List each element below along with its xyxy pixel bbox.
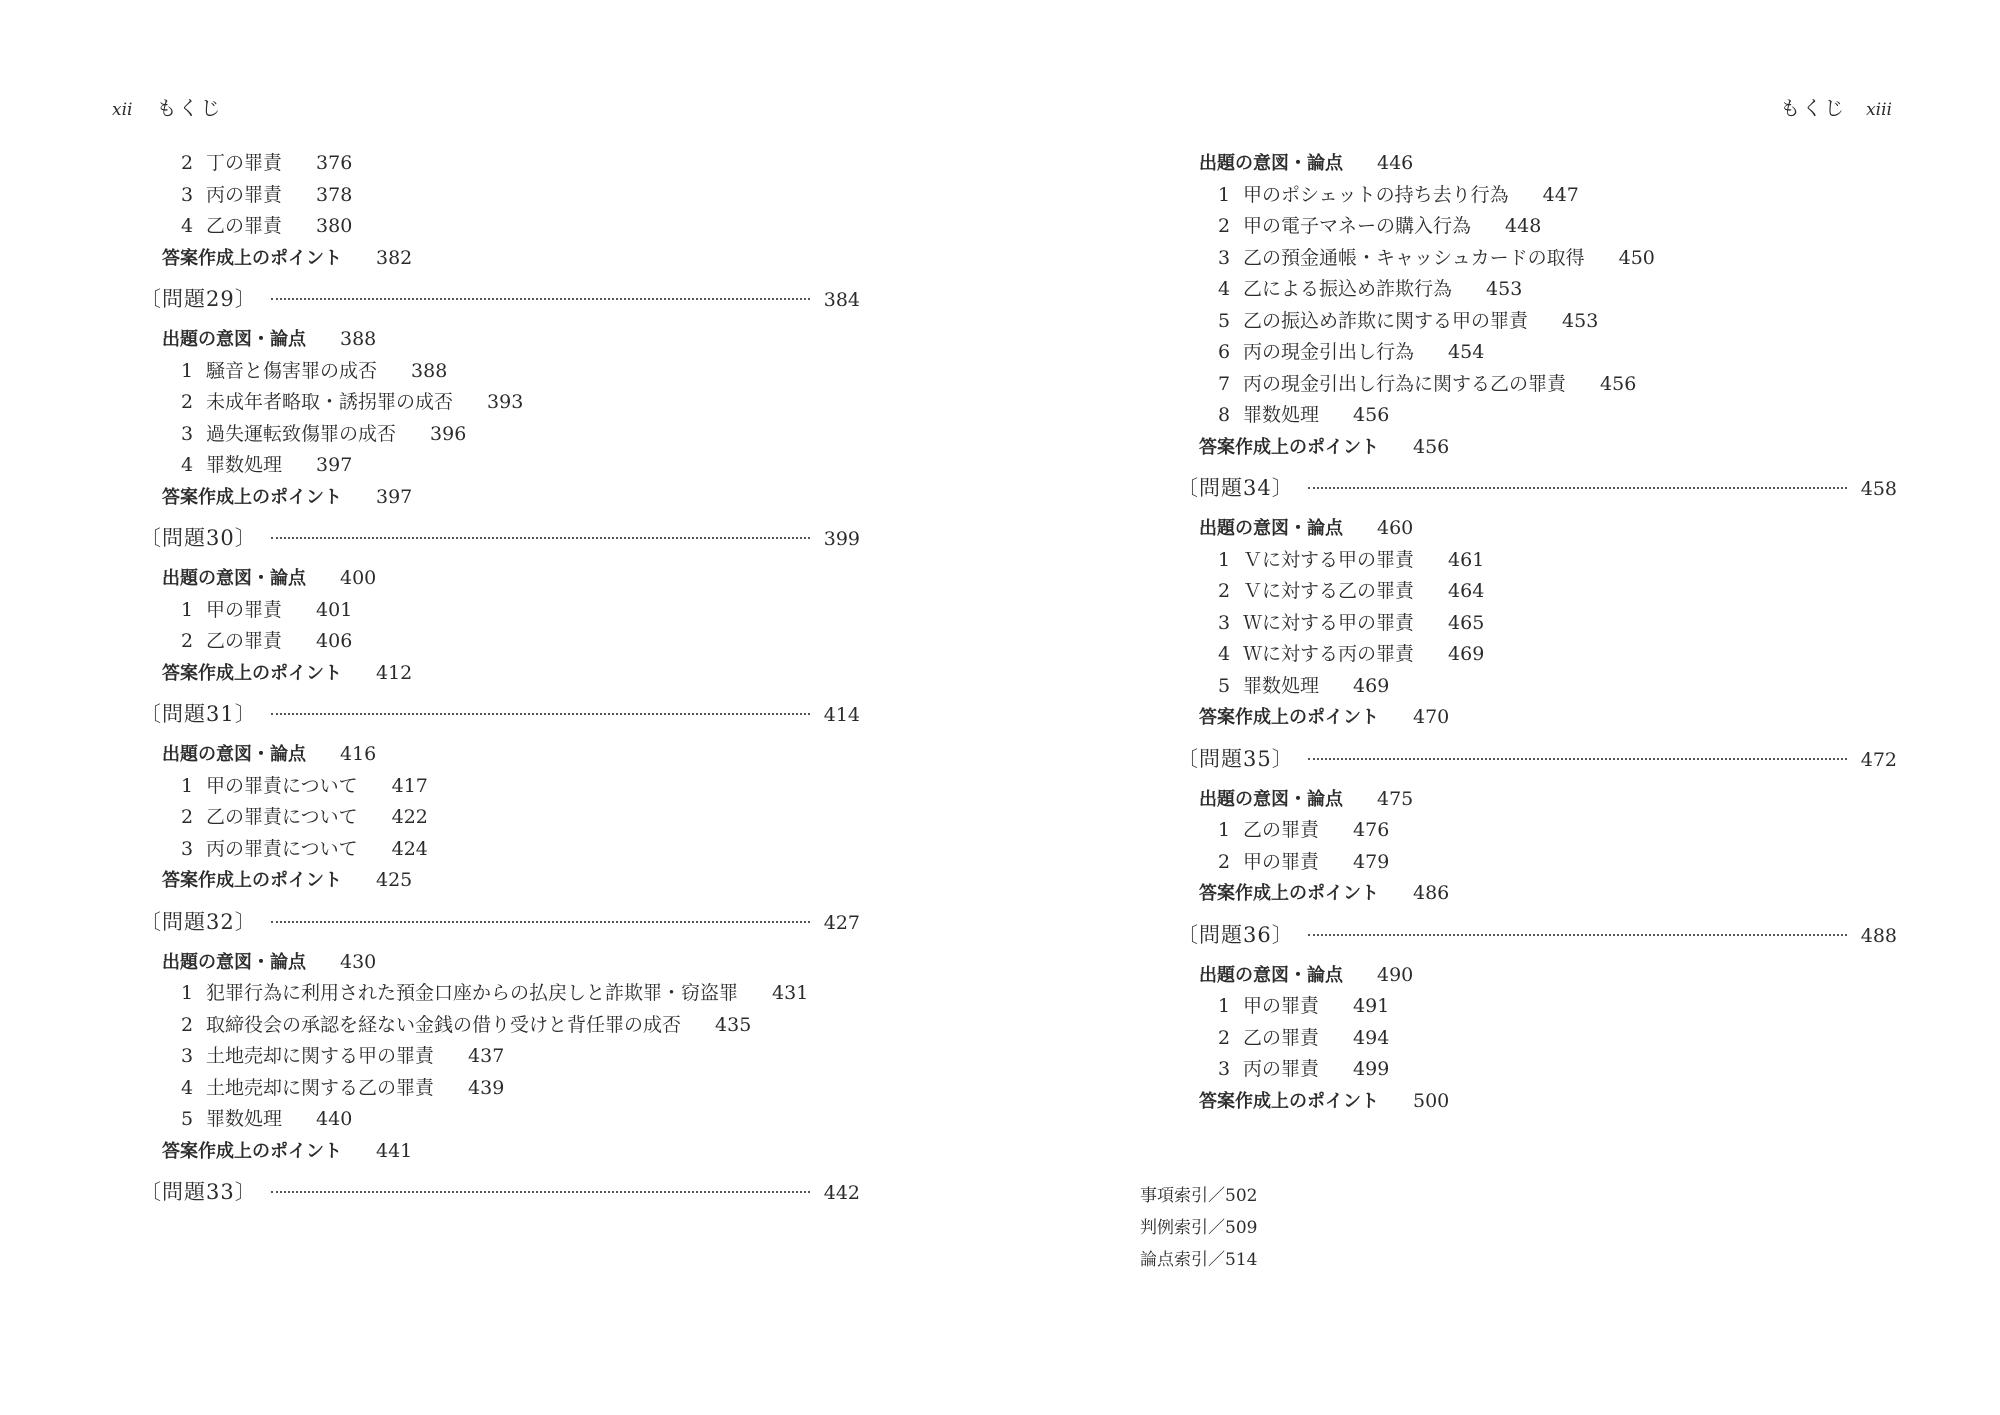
page-number: 472 (1860, 748, 1897, 771)
page-number: 447 (1542, 183, 1579, 206)
entry-number: 4 (180, 454, 194, 476)
toc-entry[interactable] (162, 771, 860, 803)
toc-entry[interactable] (1199, 211, 1897, 243)
problem-heading[interactable] (1177, 744, 1897, 774)
page-number: 475 (1377, 787, 1414, 810)
page-number: 384 (823, 289, 860, 311)
entry-title: 乙の罪責 (206, 630, 283, 652)
page-number: 388 (411, 359, 448, 382)
page-number: 414 (823, 704, 860, 726)
entry-title: 甲のポシェットの持ち去り行為 (1243, 183, 1509, 206)
entry-number: 3 (1217, 1058, 1231, 1080)
section-title: 答案作成上のポイント (162, 486, 342, 508)
toc-entry[interactable] (1199, 306, 1897, 338)
entry-title: Ｗに対する甲の罪責 (1243, 611, 1415, 634)
page-number: 424 (391, 837, 428, 860)
toc-entry[interactable] (1199, 180, 1897, 212)
dot-leader (1308, 934, 1847, 936)
index-entry[interactable]: 論点索引／514 (1140, 1250, 1258, 1270)
left-page-number: xii (112, 100, 133, 120)
section-heading[interactable] (1199, 513, 1897, 545)
toc-entry[interactable] (162, 450, 860, 482)
entry-number: 2 (1217, 1026, 1231, 1049)
entry-title: 丙の現金引出し行為に関する乙の罪責 (1243, 372, 1567, 395)
page-number: 494 (1353, 1026, 1390, 1049)
entry-title: 丙の罪責 (206, 183, 283, 206)
page-number: 388 (340, 328, 377, 350)
entry-number: 3 (180, 183, 194, 206)
entry-number: 2 (180, 806, 194, 828)
page-number: 382 (376, 246, 413, 269)
toc-entry[interactable] (162, 1010, 860, 1042)
page-number: 491 (1353, 995, 1390, 1017)
page-number: 456 (1413, 435, 1450, 458)
toc-entry[interactable] (162, 1041, 860, 1073)
page-number: 406 (316, 630, 353, 652)
entry-title: 乙の預金通帳・キャッシュカードの取得 (1243, 246, 1585, 269)
section-title: 答案作成上のポイント (1199, 883, 1379, 904)
page-number: 427 (823, 911, 860, 934)
toc-entry[interactable] (162, 419, 860, 451)
index-list (1140, 1180, 1257, 1276)
page-number: 469 (1448, 643, 1485, 665)
section-title: 答案作成上のポイント (162, 1140, 342, 1162)
page-number: 454 (1448, 341, 1485, 363)
page-number: 440 (316, 1108, 353, 1130)
entry-number: 2 (180, 152, 194, 174)
entry-title: 甲の罪責 (1243, 850, 1320, 873)
toc-entry[interactable] (162, 148, 860, 180)
entry-title: Ｗに対する丙の罪責 (1243, 643, 1415, 665)
section-title: 出題の意図・論点 (162, 568, 306, 589)
page-number: 490 (1377, 963, 1414, 986)
entry-title: 甲の電子マネーの購入行為 (1243, 215, 1472, 237)
entry-number: 2 (1217, 215, 1231, 237)
entry-title: 乙の罪責 (206, 215, 283, 237)
entry-title: 罪数処理 (1243, 404, 1320, 426)
section-title: 答案作成上のポイント (162, 662, 342, 684)
left-toc-list (140, 148, 860, 1217)
entry-title: 土地売却に関する甲の罪責 (206, 1045, 435, 1067)
page-number: 399 (823, 528, 860, 550)
page-number: 453 (1486, 278, 1523, 300)
problem-heading[interactable] (140, 523, 860, 553)
toc-entry[interactable] (1199, 639, 1897, 671)
section-heading[interactable] (1199, 960, 1897, 992)
right-header-title: もくじ (1780, 96, 1847, 120)
entry-title: 甲の罪責 (1243, 995, 1320, 1017)
section-heading[interactable] (1199, 432, 1897, 464)
entry-title: 丙の罪責について (206, 837, 358, 860)
right-page-number: xiii (1866, 100, 1892, 120)
page-number: 412 (376, 661, 413, 684)
toc-entry[interactable] (162, 1104, 860, 1136)
section-heading[interactable] (162, 563, 860, 595)
page-number: 400 (340, 567, 377, 589)
page-number: 441 (376, 1139, 413, 1162)
page-number: 376 (316, 152, 353, 174)
dot-leader (271, 298, 810, 300)
page-number: 401 (316, 598, 353, 621)
problem-title: 〔問題30〕 (140, 526, 257, 550)
entry-number: 1 (1217, 819, 1231, 841)
left-running-header (112, 92, 222, 121)
section-heading[interactable] (1199, 878, 1897, 910)
entry-number: 1 (180, 359, 194, 382)
toc-entry[interactable] (1199, 815, 1897, 847)
section-heading[interactable] (1199, 702, 1897, 734)
entry-title: 丁の罪責 (206, 152, 283, 174)
section-title: 答案作成上のポイント (1199, 1090, 1379, 1112)
entry-title: 乙の罪責 (1243, 819, 1320, 841)
section-heading[interactable] (1199, 1086, 1897, 1118)
entry-number: 1 (180, 598, 194, 621)
problem-title: 〔問題32〕 (140, 909, 257, 934)
section-heading[interactable] (162, 1136, 860, 1168)
toc-entry[interactable] (1199, 545, 1897, 577)
entry-title: 丙の罪責 (1243, 1058, 1320, 1080)
page-number: 393 (487, 391, 524, 413)
problem-heading[interactable] (140, 699, 860, 729)
entry-number: 8 (1217, 404, 1231, 426)
section-title: 出題の意図・論点 (1199, 153, 1343, 174)
entry-title: 乙による振込め詐欺行為 (1243, 278, 1453, 300)
entry-number: 3 (1217, 246, 1231, 269)
entry-title: Ｖに対する乙の罪責 (1243, 580, 1415, 602)
toc-entry[interactable] (162, 1073, 860, 1105)
entry-title: Ｖに対する甲の罪責 (1243, 548, 1415, 571)
toc-entry[interactable] (1199, 274, 1897, 306)
page-number: 431 (772, 982, 809, 1004)
entry-number: 4 (180, 1076, 194, 1099)
entry-number: 7 (1217, 372, 1231, 395)
entry-number: 4 (1217, 643, 1231, 665)
page-number: 417 (391, 774, 428, 797)
section-title: 答案作成上のポイント (1199, 707, 1379, 728)
page-number: 416 (340, 743, 377, 765)
page-number: 486 (1413, 882, 1450, 904)
page-number: 499 (1353, 1058, 1390, 1080)
page-number: 442 (823, 1182, 860, 1204)
section-heading[interactable] (162, 739, 860, 771)
section-heading[interactable] (162, 482, 860, 514)
entry-title: 土地売却に関する乙の罪責 (206, 1076, 435, 1099)
section-title: 出題の意図・論点 (162, 329, 306, 350)
dot-leader (271, 1191, 810, 1193)
entry-title: 取締役会の承認を経ない金銭の借り受けと背任罪の成否 (206, 1013, 682, 1036)
problem-heading[interactable] (140, 1177, 860, 1207)
problem-title: 〔問題35〕 (1177, 746, 1294, 771)
toc-entry[interactable] (1199, 608, 1897, 640)
toc-entry[interactable] (1199, 576, 1897, 608)
entry-title: 未成年者略取・誘拐罪の成否 (206, 391, 454, 413)
dot-leader (271, 921, 810, 923)
page-number: 476 (1353, 819, 1390, 841)
page-number: 469 (1353, 674, 1390, 697)
entry-number: 4 (1217, 278, 1231, 300)
section-title: 出題の意図・論点 (162, 744, 306, 765)
problem-heading[interactable] (140, 284, 860, 314)
page-number: 479 (1353, 850, 1390, 873)
page-number: 378 (316, 183, 353, 206)
section-heading[interactable] (162, 243, 860, 275)
problem-title: 〔問題29〕 (140, 287, 257, 311)
problem-title: 〔問題34〕 (1177, 476, 1294, 500)
problem-heading[interactable] (140, 907, 860, 937)
page-number: 456 (1353, 404, 1390, 426)
page-number: 460 (1377, 517, 1414, 539)
toc-entry[interactable] (162, 180, 860, 212)
toc-entry[interactable] (1199, 847, 1897, 879)
page-number: 435 (715, 1013, 752, 1036)
page-number: 380 (316, 215, 353, 237)
toc-entry[interactable] (1199, 1054, 1897, 1086)
problem-heading[interactable] (1177, 473, 1897, 503)
right-toc-list (1177, 148, 1897, 1117)
left-header-title: もくじ (156, 96, 223, 120)
problem-title: 〔問題31〕 (140, 702, 257, 726)
entry-number: 2 (180, 1013, 194, 1036)
toc-entry[interactable] (1199, 991, 1897, 1023)
entry-title: 過失運転致傷罪の成否 (206, 422, 397, 445)
section-heading[interactable] (1199, 148, 1897, 180)
page-number: 397 (316, 454, 353, 476)
entry-number: 1 (1217, 183, 1231, 206)
toc-entry[interactable] (1199, 1023, 1897, 1055)
entry-number: 5 (1217, 674, 1231, 697)
entry-title: 乙の罪責について (206, 806, 358, 828)
toc-entry[interactable] (1199, 400, 1897, 432)
entry-number: 3 (180, 422, 194, 445)
right-page (1000, 0, 2000, 1415)
toc-entry[interactable] (162, 211, 860, 243)
toc-entry[interactable] (162, 626, 860, 658)
page-number: 397 (376, 485, 413, 508)
entry-title: 罪数処理 (206, 454, 283, 476)
entry-number: 2 (1217, 850, 1231, 873)
entry-title: 乙の罪責 (1243, 1026, 1320, 1049)
entry-title: 甲の罪責 (206, 598, 283, 621)
entry-number: 1 (1217, 548, 1231, 571)
entry-number: 1 (180, 774, 194, 797)
page-number: 465 (1448, 611, 1485, 634)
section-title: 出題の意図・論点 (1199, 518, 1343, 539)
toc-entry[interactable] (1199, 671, 1897, 703)
page-number: 437 (468, 1045, 505, 1067)
page-number: 446 (1377, 152, 1414, 174)
page-number: 439 (468, 1076, 505, 1099)
page-number: 453 (1562, 309, 1599, 332)
section-title: 答案作成上のポイント (1199, 436, 1379, 458)
entry-number: 2 (180, 630, 194, 652)
toc-entry[interactable] (1199, 243, 1897, 275)
index-entry[interactable]: 判例索引／509 (1140, 1218, 1258, 1238)
section-title: 答案作成上のポイント (162, 247, 342, 269)
section-title: 出題の意図・論点 (162, 951, 306, 973)
page-number: 456 (1600, 372, 1637, 395)
right-running-header (1780, 92, 1892, 121)
toc-entry[interactable] (162, 595, 860, 627)
entry-title: 罪数処理 (1243, 674, 1320, 697)
problem-title: 〔問題33〕 (140, 1180, 257, 1204)
dot-leader (271, 537, 810, 539)
toc-entry[interactable] (162, 387, 860, 419)
entry-number: 5 (180, 1108, 194, 1130)
dot-leader (271, 713, 810, 715)
entry-number: 2 (1217, 580, 1231, 602)
entry-number: 1 (180, 982, 194, 1004)
dot-leader (1308, 758, 1847, 760)
page-number: 458 (1860, 478, 1897, 500)
toc-entry[interactable] (162, 978, 860, 1010)
page-number: 450 (1618, 246, 1655, 269)
page-number: 470 (1413, 706, 1450, 728)
page-number: 422 (391, 806, 428, 828)
entry-title: 騒音と傷害罪の成否 (206, 359, 378, 382)
page-number: 461 (1448, 548, 1485, 571)
page-number: 488 (1860, 924, 1897, 947)
section-title: 出題の意図・論点 (1199, 964, 1343, 986)
problem-title: 〔問題36〕 (1177, 922, 1294, 947)
entry-number: 6 (1217, 341, 1231, 363)
entry-title: 甲の罪責について (206, 774, 358, 797)
page-number: 425 (376, 869, 413, 891)
entry-number: 3 (180, 837, 194, 860)
page-number: 396 (430, 422, 467, 445)
toc-entry[interactable] (162, 356, 860, 388)
page-number: 500 (1413, 1089, 1450, 1112)
problem-heading[interactable] (1177, 920, 1897, 950)
page-number: 430 (340, 950, 377, 973)
section-heading[interactable] (162, 324, 860, 356)
section-heading[interactable] (1199, 784, 1897, 816)
entry-number: 3 (1217, 611, 1231, 634)
toc-entry[interactable] (1199, 369, 1897, 401)
entry-number: 2 (180, 391, 194, 413)
section-heading[interactable] (162, 865, 860, 897)
toc-entry[interactable] (162, 802, 860, 834)
entry-number: 1 (1217, 995, 1231, 1017)
entry-title: 丙の現金引出し行為 (1243, 341, 1415, 363)
page-number: 448 (1505, 215, 1542, 237)
entry-number: 4 (180, 215, 194, 237)
entry-title: 乙の振込め詐欺に関する甲の罪責 (1243, 309, 1529, 332)
toc-entry[interactable] (1199, 337, 1897, 369)
dot-leader (1308, 487, 1847, 489)
section-title: 出題の意図・論点 (1199, 788, 1343, 810)
entry-title: 罪数処理 (206, 1108, 283, 1130)
entry-number: 3 (180, 1045, 194, 1067)
toc-entry[interactable] (162, 834, 860, 866)
page-number: 464 (1448, 580, 1485, 602)
section-heading[interactable] (162, 947, 860, 979)
entry-number: 5 (1217, 309, 1231, 332)
index-entry[interactable]: 事項索引／502 (1140, 1186, 1258, 1206)
section-heading[interactable] (162, 658, 860, 690)
section-title: 答案作成上のポイント (162, 870, 342, 891)
entry-title: 犯罪行為に利用された預金口座からの払戻しと詐欺罪・窃盗罪 (206, 982, 739, 1004)
